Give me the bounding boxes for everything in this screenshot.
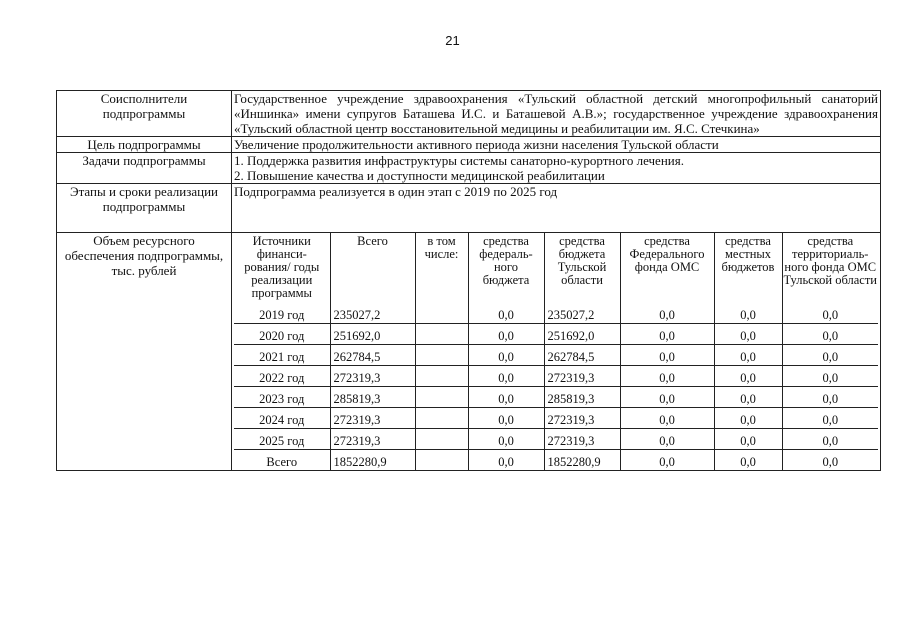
financing-row <box>234 303 878 324</box>
regional-budget-cell: 235027,2 <box>544 303 620 324</box>
territorial-oms-cell: 0,0 <box>782 387 878 408</box>
total-cell: 285819,3 <box>330 387 415 408</box>
territorial-oms-cell: 0,0 <box>782 303 878 324</box>
local-budgets-cell: 0,0 <box>714 450 782 471</box>
page-number: 21 <box>445 33 460 48</box>
regional-budget-cell: 262784,5 <box>544 345 620 366</box>
stages-text: Подпрограмма реализуется в один этап с 2019 по 2025 год <box>232 184 881 233</box>
year-cell: 2020 год <box>234 324 330 345</box>
subprogram-passport-table <box>56 90 881 471</box>
year-cell: 2022 год <box>234 366 330 387</box>
year-cell: 2023 год <box>234 387 330 408</box>
header-territorial-oms: средства территориаль-ного фонда ОМС Тульской области <box>782 233 878 303</box>
resources-label: Объем ресурсного обеспечения подпрограммы, тыс. рублей <box>57 233 232 471</box>
federal-oms-cell: 0,0 <box>620 450 714 471</box>
year-cell: 2021 год <box>234 345 330 366</box>
financing-row <box>234 429 878 450</box>
territorial-oms-cell: 0,0 <box>782 450 878 471</box>
header-including: в том числе: <box>415 233 468 303</box>
federal-budget-cell: 0,0 <box>468 450 544 471</box>
financing-body <box>234 303 878 470</box>
regional-budget-cell: 272319,3 <box>544 408 620 429</box>
federal-oms-cell: 0,0 <box>620 408 714 429</box>
financing-header-row <box>234 233 878 303</box>
including-cell <box>415 345 468 366</box>
federal-oms-cell: 0,0 <box>620 429 714 450</box>
territorial-oms-cell: 0,0 <box>782 366 878 387</box>
including-cell <box>415 303 468 324</box>
year-cell: 2025 год <box>234 429 330 450</box>
total-cell: 1852280,9 <box>330 450 415 471</box>
financing-row <box>234 324 878 345</box>
local-budgets-cell: 0,0 <box>714 408 782 429</box>
federal-oms-cell: 0,0 <box>620 324 714 345</box>
including-cell <box>415 366 468 387</box>
total-cell: 235027,2 <box>330 303 415 324</box>
including-cell <box>415 450 468 471</box>
resources-content <box>232 233 881 471</box>
regional-budget-cell: 251692,0 <box>544 324 620 345</box>
goal-text: Увеличение продолжительности активного периода жизни населения Тульской области <box>232 137 881 153</box>
regional-budget-cell: 272319,3 <box>544 429 620 450</box>
including-cell <box>415 324 468 345</box>
financing-row <box>234 387 878 408</box>
goal-label: Цель подпрограммы <box>57 137 232 153</box>
task-item: 1. Поддержка развития инфраструктуры системы санаторно-курортного лечения. <box>234 153 684 168</box>
tasks-content <box>232 153 881 184</box>
regional-budget-cell: 272319,3 <box>544 366 620 387</box>
co-executors-label: Соисполнители подпрограммы <box>57 91 232 137</box>
total-cell: 272319,3 <box>330 429 415 450</box>
local-budgets-cell: 0,0 <box>714 429 782 450</box>
header-federal-oms: средства Федерального фонда ОМС <box>620 233 714 303</box>
local-budgets-cell: 0,0 <box>714 303 782 324</box>
financing-row <box>234 408 878 429</box>
federal-oms-cell: 0,0 <box>620 387 714 408</box>
federal-budget-cell: 0,0 <box>468 387 544 408</box>
federal-budget-cell: 0,0 <box>468 408 544 429</box>
total-cell: 251692,0 <box>330 324 415 345</box>
stages-label: Этапы и сроки реализации подпрограммы <box>57 184 232 233</box>
federal-budget-cell: 0,0 <box>468 366 544 387</box>
header-total: Всего <box>330 233 415 303</box>
federal-oms-cell: 0,0 <box>620 303 714 324</box>
resources-row <box>57 233 881 471</box>
total-cell: 262784,5 <box>330 345 415 366</box>
including-cell <box>415 408 468 429</box>
financing-row <box>234 345 878 366</box>
year-cell: 2024 год <box>234 408 330 429</box>
including-cell <box>415 387 468 408</box>
year-cell: Всего <box>234 450 330 471</box>
territorial-oms-cell: 0,0 <box>782 324 878 345</box>
co-executors-row <box>57 91 881 137</box>
territorial-oms-cell: 0,0 <box>782 429 878 450</box>
header-sources: Источники финанси-рования/ годы реализации программы <box>234 233 330 303</box>
financing-row <box>234 366 878 387</box>
tasks-row <box>57 153 881 184</box>
federal-budget-cell: 0,0 <box>468 324 544 345</box>
header-regional-budget: средства бюджета Тульской области <box>544 233 620 303</box>
federal-oms-cell: 0,0 <box>620 366 714 387</box>
co-executors-text: Государственное учреждение здравоохранения «Тульский областной детский многопрофильный санаторий «Иншинка» имени супругов Баташева И.С. и Баташевой А.В.»; государственное учреждение здравоохранения «Тульский областной центр восстановительной медицины и реабилитации им. Я.С. Стечкина» <box>232 91 881 137</box>
header-local-budgets: средства местных бюджетов <box>714 233 782 303</box>
tasks-label: Задачи подпрограммы <box>57 153 232 184</box>
federal-oms-cell: 0,0 <box>620 345 714 366</box>
federal-budget-cell: 0,0 <box>468 345 544 366</box>
local-budgets-cell: 0,0 <box>714 324 782 345</box>
stages-row <box>57 184 881 233</box>
local-budgets-cell: 0,0 <box>714 345 782 366</box>
local-budgets-cell: 0,0 <box>714 366 782 387</box>
including-cell <box>415 429 468 450</box>
financing-table <box>234 233 878 470</box>
task-item: 2. Повышение качества и доступности медицинской реабилитации <box>234 168 605 183</box>
regional-budget-cell: 285819,3 <box>544 387 620 408</box>
federal-budget-cell: 0,0 <box>468 429 544 450</box>
header-federal-budget: средства федераль-ного бюджета <box>468 233 544 303</box>
local-budgets-cell: 0,0 <box>714 387 782 408</box>
year-cell: 2019 год <box>234 303 330 324</box>
federal-budget-cell: 0,0 <box>468 303 544 324</box>
total-cell: 272319,3 <box>330 366 415 387</box>
territorial-oms-cell: 0,0 <box>782 408 878 429</box>
territorial-oms-cell: 0,0 <box>782 345 878 366</box>
goal-row <box>57 137 881 153</box>
total-cell: 272319,3 <box>330 408 415 429</box>
financing-row <box>234 450 878 471</box>
regional-budget-cell: 1852280,9 <box>544 450 620 471</box>
